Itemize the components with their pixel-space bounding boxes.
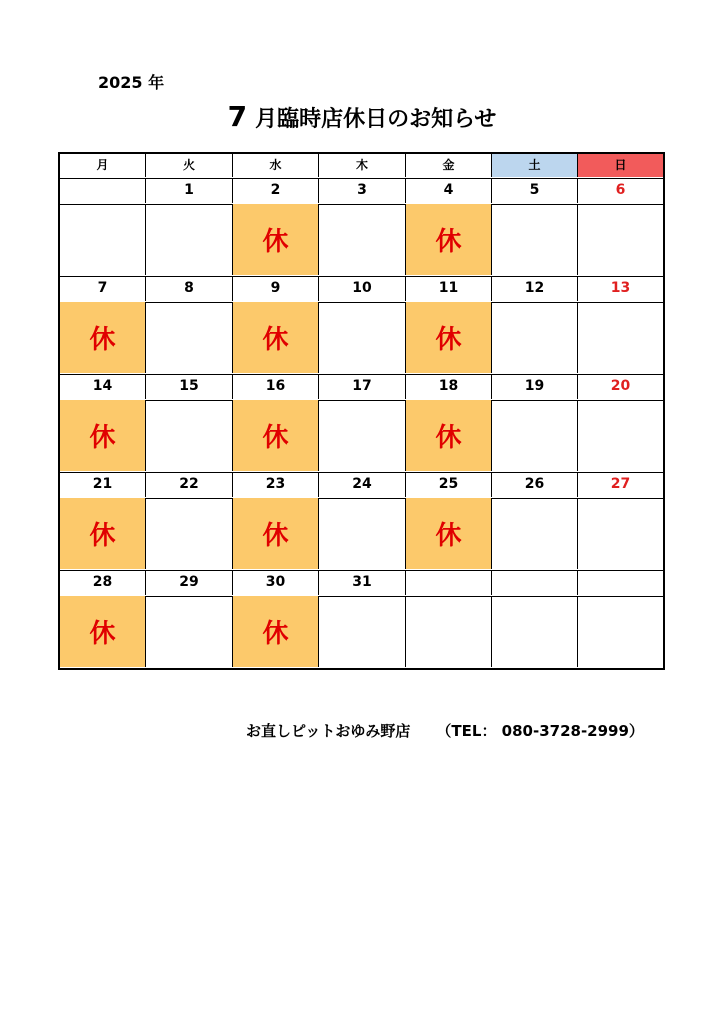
- date-number: 10: [319, 276, 406, 301]
- day-cell: [146, 302, 233, 373]
- holiday-cell: 休: [406, 204, 492, 275]
- day-cell: [319, 498, 406, 569]
- day-cell: [492, 204, 578, 275]
- day-cell: [146, 204, 233, 275]
- page-title: [0, 100, 724, 133]
- weekday-5: 土: [492, 154, 578, 177]
- day-cell-row: [60, 400, 663, 473]
- date-number: 18: [406, 374, 492, 399]
- day-cell: [319, 204, 406, 275]
- day-cell: [578, 498, 663, 569]
- date-number: [406, 570, 492, 595]
- holiday-cell: 休: [60, 498, 146, 569]
- date-number: 7: [60, 276, 146, 301]
- date-number: 23: [233, 472, 319, 497]
- day-cell: [492, 400, 578, 471]
- date-number: 4: [406, 178, 492, 203]
- holiday-cell: 休: [406, 302, 492, 373]
- weekday-2: 水: [233, 154, 319, 177]
- day-cell: [60, 204, 146, 275]
- day-cell: [578, 302, 663, 373]
- footer: [246, 720, 644, 741]
- date-number-row: [60, 472, 663, 499]
- holiday-cell: 休: [233, 400, 319, 471]
- date-number: [492, 570, 578, 595]
- date-number-row: [60, 374, 663, 401]
- date-number: [60, 178, 146, 203]
- date-number: 15: [146, 374, 233, 399]
- weekday-3: 木: [319, 154, 406, 177]
- date-number: 2: [233, 178, 319, 203]
- date-number: 31: [319, 570, 406, 595]
- day-cell: [492, 302, 578, 373]
- date-number: [578, 570, 663, 595]
- date-number: 25: [406, 472, 492, 497]
- day-cell: [146, 498, 233, 569]
- date-number: 6: [615, 182, 626, 198]
- date-number: 17: [319, 374, 406, 399]
- holiday-cell: 休: [60, 302, 146, 373]
- date-number: 5: [492, 178, 578, 203]
- day-cell: [319, 400, 406, 471]
- date-number: 3: [319, 178, 406, 203]
- date-number: 1: [146, 178, 233, 203]
- date-number: 16: [233, 374, 319, 399]
- day-cell: [492, 596, 578, 667]
- date-number: 13: [610, 280, 631, 296]
- date-number: 9: [233, 276, 319, 301]
- date-number: 11: [406, 276, 492, 301]
- day-cell: [406, 596, 492, 667]
- date-number: 20: [610, 378, 631, 394]
- date-number-row: [60, 178, 663, 205]
- title-month: 7: [227, 100, 248, 133]
- holiday-cell: 休: [233, 596, 319, 667]
- date-number: 19: [492, 374, 578, 399]
- weekday-1: 火: [146, 154, 233, 177]
- date-number: 27: [610, 476, 631, 492]
- day-cell-row: [60, 498, 663, 571]
- day-cell: [578, 596, 663, 667]
- date-number: 28: [60, 570, 146, 595]
- title-text: 月臨時店休日のお知らせ: [255, 107, 497, 132]
- day-cell: [146, 400, 233, 471]
- holiday-cell: 休: [406, 400, 492, 471]
- weekday-header-row: [60, 154, 663, 179]
- holiday-cell: 休: [60, 596, 146, 667]
- holiday-cell: 休: [233, 302, 319, 373]
- date-number: 24: [319, 472, 406, 497]
- calendar: [58, 152, 665, 670]
- year-label: 2025 年: [98, 73, 165, 92]
- shop-name: お直しピットおゆみ野店: [246, 722, 411, 740]
- day-cell: [578, 400, 663, 471]
- day-cell: [319, 302, 406, 373]
- date-number: 22: [146, 472, 233, 497]
- holiday-cell: 休: [233, 498, 319, 569]
- day-cell-row: [60, 204, 663, 277]
- day-cell: [492, 498, 578, 569]
- day-cell: [578, 204, 663, 275]
- holiday-cell: 休: [60, 400, 146, 471]
- date-number-row: [60, 276, 663, 303]
- weekday-6: 日: [578, 154, 663, 177]
- holiday-cell: 休: [406, 498, 492, 569]
- day-cell-row: [60, 302, 663, 375]
- date-number: 26: [492, 472, 578, 497]
- date-number: 12: [492, 276, 578, 301]
- date-number: 30: [233, 570, 319, 595]
- weekday-4: 金: [406, 154, 492, 177]
- day-cell: [319, 596, 406, 667]
- shop-tel: （TEL： 080-3728-2999）: [436, 722, 644, 740]
- date-number: 14: [60, 374, 146, 399]
- date-number: 29: [146, 570, 233, 595]
- weekday-0: 月: [60, 154, 146, 177]
- day-cell: [146, 596, 233, 667]
- day-cell-row: [60, 596, 663, 668]
- holiday-cell: 休: [233, 204, 319, 275]
- date-number-row: [60, 570, 663, 597]
- date-number: 8: [146, 276, 233, 301]
- date-number: 21: [60, 472, 146, 497]
